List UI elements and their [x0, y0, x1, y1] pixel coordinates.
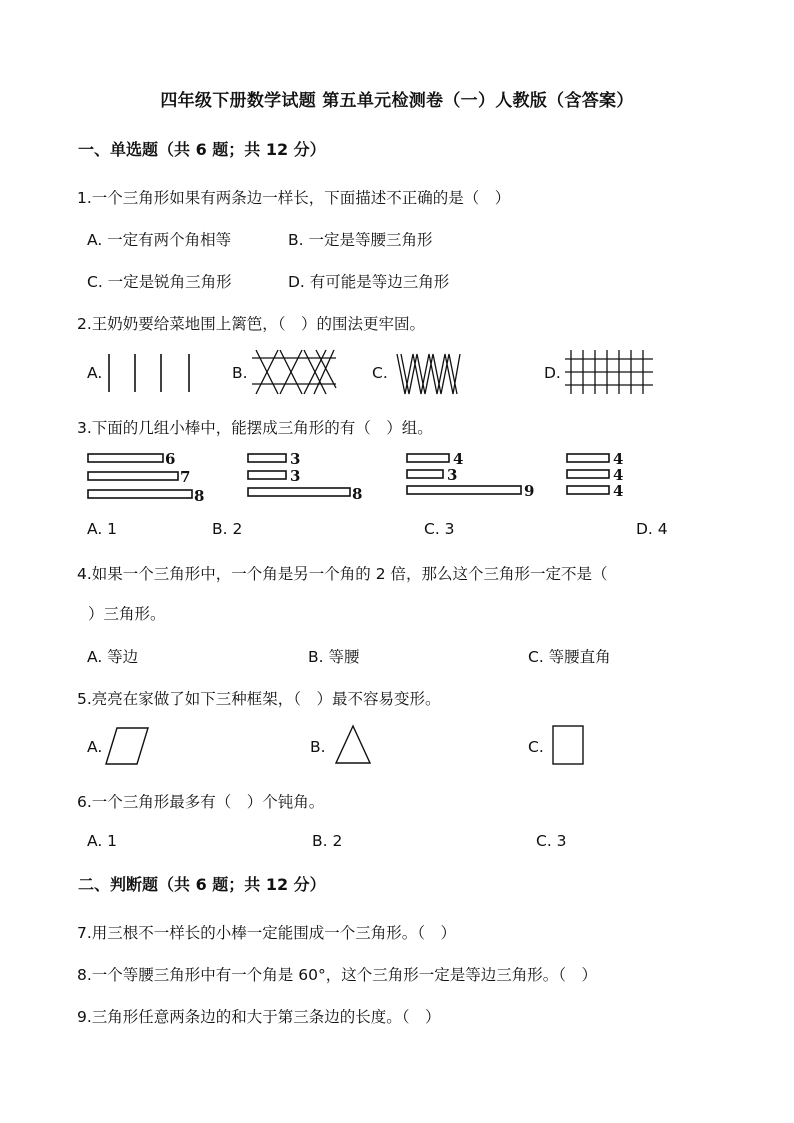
question-4-option-c[interactable]: C. 等腰直角 — [528, 648, 611, 666]
question-4-stem-line-2: ）三角形。 — [88, 605, 166, 623]
page-title: 四年级下册数学试题 第五单元检测卷（一）人教版（含答案） — [160, 91, 634, 111]
question-2-label-a[interactable]: A. — [87, 364, 103, 382]
question-6-stem: 6.一个三角形最多有（ ）个钝角。 — [77, 793, 325, 811]
question-5-label-c[interactable]: C. — [528, 738, 544, 756]
section-heading-true-false: 二、判断题（共 6 题；共 12 分） — [78, 875, 326, 894]
question-5-label-b[interactable]: B. — [310, 738, 326, 756]
question-1-stem: 1.一个三角形如果有两条边一样长，下面描述不正确的是（ ） — [77, 189, 511, 207]
question-1-option-a[interactable]: A. 一定有两个角相等 — [87, 231, 232, 249]
question-1-option-c[interactable]: C. 一定是锐角三角形 — [87, 273, 232, 291]
question-7-stem: 7.用三根不一样长的小棒一定能围成一个三角形。（ ） — [77, 924, 457, 942]
stick-length-label: 3 — [290, 467, 301, 485]
question-2-stem: 2.王奶奶要给菜地围上篱笆，（ ）的围法更牢固。 — [77, 315, 426, 333]
stick-length-label: 4 — [613, 450, 624, 468]
question-6-option-a[interactable]: A. 1 — [87, 832, 118, 850]
question-4-stem-line-1: 4.如果一个三角形中，一个角是另一个角的 2 倍，那么这个三角形一定不是（ — [77, 565, 608, 583]
zigzag-fence-icon — [394, 350, 464, 398]
question-2-label-c[interactable]: C. — [372, 364, 388, 382]
stick-group-2 — [246, 452, 376, 502]
section-heading-single-choice: 一、单选题（共 6 题；共 12 分） — [78, 140, 326, 159]
stick-length-label: 4 — [453, 450, 464, 468]
question-2-label-d[interactable]: D. — [544, 364, 561, 382]
question-8-stem: 8.一个等腰三角形中有一个角是 60°，这个三角形一定是等边三角形。（ ） — [77, 966, 597, 984]
question-6-option-c[interactable]: C. 3 — [536, 832, 567, 850]
question-5-stem: 5.亮亮在家做了如下三种框架，（ ）最不容易变形。 — [77, 690, 441, 708]
question-4-option-b[interactable]: B. 等腰 — [308, 648, 360, 666]
grid-fence-icon — [565, 350, 655, 396]
question-3-option-a[interactable]: A. 1 — [87, 520, 118, 538]
stick-length-label: 3 — [290, 450, 301, 468]
question-2-label-b[interactable]: B. — [232, 364, 248, 382]
question-4-option-a[interactable]: A. 等边 — [87, 648, 139, 666]
rectangle-frame-icon — [551, 724, 587, 768]
question-1-option-b[interactable]: B. 一定是等腰三角形 — [288, 231, 433, 249]
stick-length-label: 8 — [352, 485, 363, 503]
question-3-option-c[interactable]: C. 3 — [424, 520, 455, 538]
question-9-stem: 9.三角形任意两条边的和大于第三条边的长度。（ ） — [77, 1008, 441, 1026]
cross-diagonal-fence-icon — [250, 348, 340, 396]
question-5-label-a[interactable]: A. — [87, 738, 103, 756]
stick-group-1 — [86, 450, 206, 505]
question-3-option-d[interactable]: D. 4 — [636, 520, 668, 538]
stick-length-label: 8 — [194, 487, 205, 505]
stick-length-label: 9 — [524, 482, 535, 500]
parallelogram-frame-icon — [104, 726, 154, 768]
stick-length-label: 6 — [165, 450, 176, 468]
stick-length-label: 4 — [613, 466, 624, 484]
triangle-frame-icon — [334, 724, 376, 768]
question-1-option-d[interactable]: D. 有可能是等边三角形 — [288, 273, 450, 291]
stick-group-3 — [405, 450, 545, 500]
stick-group-4 — [565, 450, 645, 500]
stick-length-label: 7 — [180, 468, 191, 486]
question-6-option-b[interactable]: B. 2 — [312, 832, 343, 850]
vertical-posts-fence-icon — [104, 352, 194, 396]
stick-length-label: 3 — [447, 466, 458, 484]
question-3-stem: 3.下面的几组小棒中，能摆成三角形的有（ ）组。 — [77, 419, 433, 437]
stick-length-label: 4 — [613, 482, 624, 500]
question-3-option-b[interactable]: B. 2 — [212, 520, 243, 538]
